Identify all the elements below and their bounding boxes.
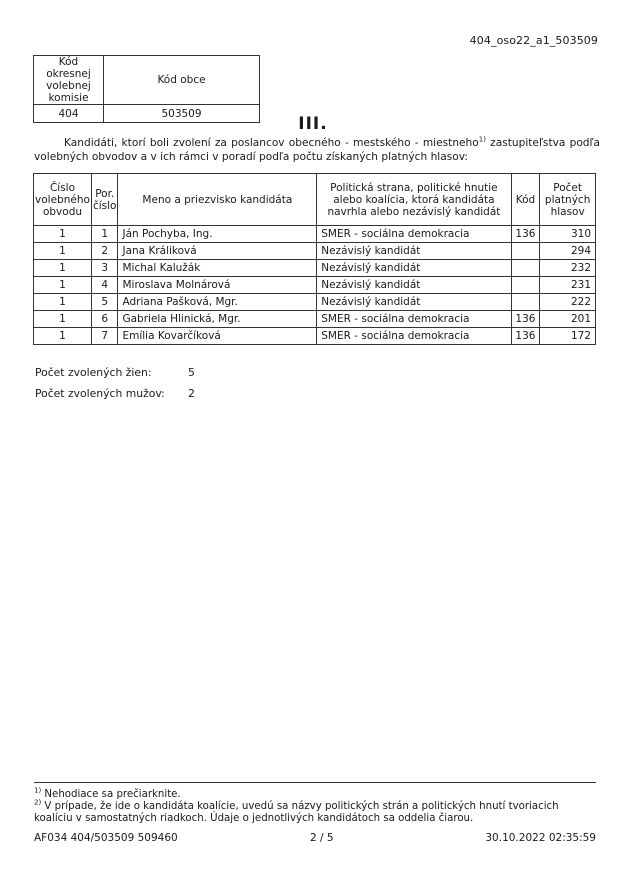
table-row [34,294,596,311]
women-count-label: Počet zvolených žien: [35,366,152,379]
municipality-code-header: Kód obce [104,56,260,105]
cell-party: SMER - sociálna demokracia [317,328,511,345]
cell-party: Nezávislý kandidát [317,277,511,294]
cell-votes: 231 [540,277,596,294]
cell-code: 136 [511,226,540,243]
footnote-1-text: Nehodiace sa prečiarknite. [41,789,181,800]
elected-stats [35,366,195,408]
footnote-1-mark: 1) [34,786,42,795]
footnote-2-text: V prípade, že ide o kandidáta koalície, uvedú sa názvy politických strán a politických hnutí tvoriacich koalíciu v samostatných riadkoch. Údaje o jednotlivých kandidátoch sa oddelia čiarou. [34,800,559,824]
district-commission-code-value: 404 [34,105,104,123]
cell-name: Emília Kovarčíková [118,328,317,345]
cell-votes: 222 [540,294,596,311]
intro-text-1: Kandidáti, ktorí boli zvolení za poslancov obecného - mestského - miestneho [64,137,479,149]
page-number: 2 / 5 [310,832,334,844]
cell-order: 3 [91,260,118,277]
intro-footnote-mark: 1) [478,135,486,144]
cell-name: Adriana Pašková, Mgr. [118,294,317,311]
cell-name: Michal Kalužák [118,260,317,277]
cell-district: 1 [34,294,92,311]
cell-party: SMER - sociálna demokracia [317,226,511,243]
cell-order: 1 [91,226,118,243]
cell-district: 1 [34,243,92,260]
table-row [34,311,596,328]
cell-votes: 232 [540,260,596,277]
cell-order: 4 [91,277,118,294]
cell-order: 6 [91,311,118,328]
women-count-row [35,366,195,387]
cell-votes: 172 [540,328,596,345]
cell-order: 5 [91,294,118,311]
cell-party: Nezávislý kandidát [317,243,511,260]
footer-form-code: AF034 404/503509 509460 [34,832,178,844]
candidates-table [33,173,596,345]
table-row [34,277,596,294]
header-order: Por. číslo [91,174,118,226]
district-commission-code-header: Kód okresnej volebnej komisie [34,56,104,105]
header-party: Politická strana, politické hnutie alebo koalícia, ktorá kandidáta navrhla alebo nezávislý kandidát [317,174,511,226]
cell-name: Ján Pochyba, Ing. [118,226,317,243]
header-votes: Počet platných hlasov [540,174,596,226]
cell-name: Jana Králiková [118,243,317,260]
candidates-table-header [34,174,596,226]
cell-district: 1 [34,311,92,328]
codes-table [33,55,260,123]
footnotes [34,782,596,824]
cell-district: 1 [34,328,92,345]
cell-code [511,243,540,260]
document-id: 404_oso22_a1_503509 [469,34,598,47]
table-row [34,226,596,243]
cell-party: SMER - sociálna demokracia [317,311,511,328]
cell-order: 7 [91,328,118,345]
cell-code [511,277,540,294]
cell-order: 2 [91,243,118,260]
footnote-2-mark: 2) [34,798,42,807]
cell-district: 1 [34,260,92,277]
header-district: Číslo volebného obvodu [34,174,92,226]
intro-paragraph [34,137,600,164]
men-count-label: Počet zvolených mužov: [35,387,165,400]
cell-code: 136 [511,328,540,345]
cell-name: Gabriela Hlinická, Mgr. [118,311,317,328]
table-row [34,243,596,260]
header-name: Meno a priezvisko kandidáta [118,174,317,226]
municipality-code-value: 503509 [104,105,260,123]
table-row [34,328,596,345]
cell-code [511,294,540,311]
cell-district: 1 [34,277,92,294]
men-count-value: 2 [188,387,195,400]
intro-text-2: zastupiteľstva podľa volebných obvodov a v ich rámci v poradí podľa počtu získaných platných hlasov: [34,137,600,163]
cell-code [511,260,540,277]
cell-votes: 294 [540,243,596,260]
header-code: Kód [511,174,540,226]
men-count-row [35,387,195,408]
table-row [34,260,596,277]
cell-votes: 310 [540,226,596,243]
footnote-2 [34,798,596,825]
women-count-value: 5 [188,366,195,379]
footer-timestamp: 30.10.2022 02:35:59 [485,832,596,844]
footnote-1 [34,786,596,801]
cell-party: Nezávislý kandidát [317,294,511,311]
cell-party: Nezávislý kandidát [317,260,511,277]
cell-district: 1 [34,226,92,243]
cell-code: 136 [511,311,540,328]
cell-votes: 201 [540,311,596,328]
section-title: III. [298,114,328,134]
cell-name: Miroslava Molnárová [118,277,317,294]
